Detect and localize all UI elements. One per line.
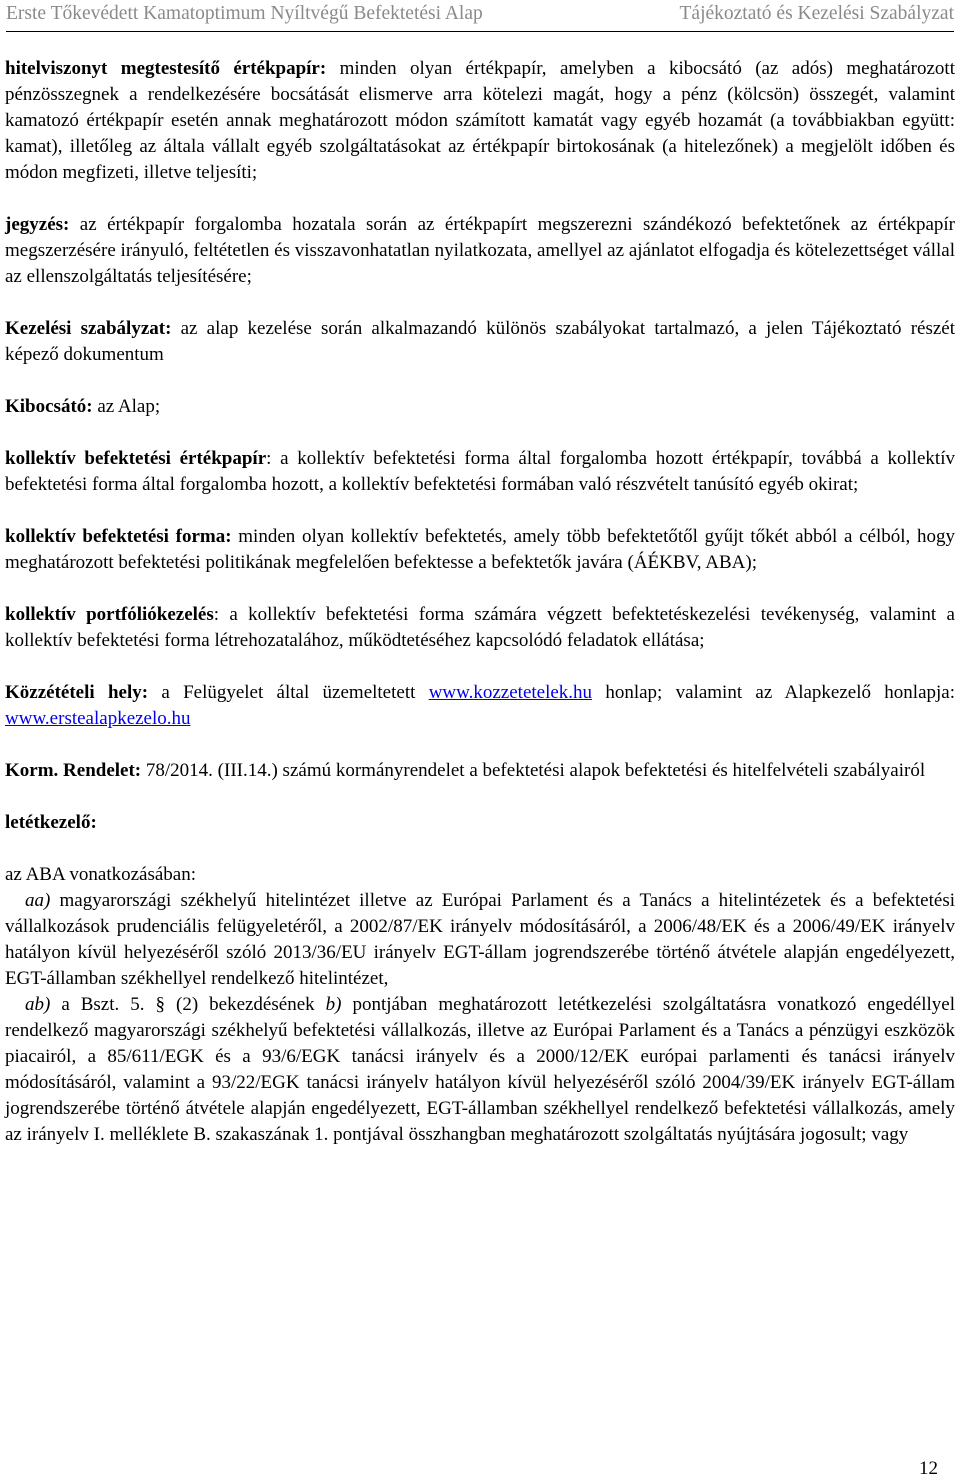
definition-term: Kibocsátó: (5, 396, 93, 417)
item-text: magyarországi székhelyű hitelintézet illetve az Európai Parlament és a Tanács a hitelintézetek és a befektetési vállalkozások prudenciális felügyeletéről, a 2002/87/EK irányelv módosításáról, a 2006/48/EK és a 2006/49/EK irányelv hatályon kívül helyezéséről szóló 2013/36/EU irányelv EGT-állam jogrendszerébe történő átvétele alapján engedélyezett, EGT-államban székhellyel rendelkező hitelintézet, (5, 890, 955, 989)
definition-text: 78/2014. (III.14.) számú kormányrendelet a befektetési alapok befektetési és hitelfelvételi szabályairól (141, 760, 926, 781)
definition-kozzeteteli-hely (5, 680, 955, 732)
letetkezelo-item-aa (5, 888, 955, 992)
definition-term: Korm. Rendelet: (5, 760, 142, 781)
definition-text: honlap; valamint az Alapkezelő honlapja: (592, 682, 956, 703)
erstealapkezelo-link[interactable]: www.erstealapkezelo.hu (5, 708, 191, 729)
definition-term: jegyzés: (5, 214, 70, 235)
letetkezelo-intro: az ABA vonatkozásában: (5, 864, 197, 885)
item-text: pontjában meghatározott letétkezelési szolgáltatásra vonatkozó engedéllyel rendelkező magyarországi székhelyű befektetési vállalkozás, illetve az Európai Parlament és a Tanács a pénzügyi eszközök piacairól, a 85/611/EGK és a 93/6/EGK tanácsi irányelv és a 2000/12/EK európai parlamenti és tanácsi irányelv módosításáról, valamint a 93/22/EGK tanácsi irányelv hatályon kívül helyezéséről szóló 2004/39/EK irányelv EGT-állam jogrendszerébe történő átvétele alapján engedélyezett, EGT-államban székhellyel rendelkező befektetési vállalkozás, amely az irányelv I. melléklete B. szakaszának 1. pontjával összhangban meghatározott szolgáltatás nyújtására jogosult; vagy (5, 994, 955, 1145)
item-label: ab) (25, 994, 51, 1015)
item-inline-label: b) (325, 994, 342, 1015)
definition-text: : a kollektív befektetési forma számára végzett befektetéskezelési tevékenység, valamint a kollektív befektetési forma létrehozatalához, működtetéséhez kapcsolódó feladatok ellátása; (5, 604, 955, 651)
definition-kibocsato (5, 394, 955, 420)
definition-hitelviszony (5, 56, 955, 186)
definition-text: az alap kezelése során alkalmazandó különös szabályokat tartalmazó, a jelen Tájékoztató részét képező dokumentum (5, 318, 955, 365)
definition-text: minden olyan kollektív befektetés, amely több befektetőtől gyűjt tőkét abból a célból, hogy meghatározott befektetési politikának megfelelően befektesse a befektetők javára (ÁÉKBV, ABA); (5, 526, 956, 573)
item-text: a Bszt. 5. § (2) bekezdésének (50, 994, 326, 1015)
definition-kollektiv-befektetesi-ertekpapir (5, 446, 955, 498)
definition-kollektiv-befektetesi-forma (5, 524, 955, 576)
header-document-title: Erste Tőkevédett Kamatoptimum Nyíltvégű Befektetési Alap (6, 3, 483, 24)
document-body (5, 56, 955, 1148)
definition-korm-rendelet (5, 758, 955, 784)
definition-text: : a kollektív befektetési forma által forgalomba hozott értékpapír, továbbá a kollektív befektetési forma által forgalomba hozott, a kollektív befektetési formában való részvételt tanúsító egyéb okirat; (5, 448, 955, 495)
definition-term: hitelviszonyt megtestesítő értékpapír: (5, 58, 327, 79)
kozzetetelek-link[interactable]: www.kozzetetelek.hu (428, 682, 593, 703)
page-header (6, 2, 954, 32)
page-number: 12 (919, 1458, 938, 1479)
definition-kezelesi-szabalyzat (5, 316, 955, 368)
definition-jegyzes (5, 212, 955, 290)
definition-term: Kezelési szabályzat: (5, 318, 172, 339)
header-section-title: Tájékoztató és Kezelési Szabályzat (679, 3, 954, 24)
item-label: aa) (25, 890, 51, 911)
definition-term: kollektív befektetési értékpapír (5, 448, 267, 469)
definition-letetkezelo-term (5, 810, 955, 836)
definition-term: kollektív befektetési forma: (5, 526, 232, 547)
definition-text: az Alap; (92, 396, 161, 417)
definition-text: az értékpapír forgalomba hozatala során az értékpapírt megszerezni szándékozó befektetőnek az értékpapír megszerzésére irányuló, feltétetlen és visszavonhatatlan nyilatkozata, amellyel az ajánlatot elfogadja és kötelezettséget vállal az ellenszolgáltatás teljesítésére; (5, 214, 955, 287)
definition-term: letétkezelő: (5, 812, 97, 833)
definition-term: kollektív portfóliókezelés (5, 604, 214, 625)
definition-kollektiv-portfoliokezeles (5, 602, 955, 654)
definition-text: a Felügyelet által üzemeltetett (148, 682, 429, 703)
letetkezelo-item-ab (5, 992, 955, 1148)
definition-text: minden olyan értékpapír, amelyben a kibocsátó (az adós) meghatározott pénzösszegnek a rendelkezésére bocsátását elismerve arra kötelezi magát, hogy a pénz (kölcsön) összegét, valamint kamatozó értékpapír esetén annak meghatározott módon számított kamatát vagy egyéb hozamát (a továbbiakban együtt: kamat), illetőleg az általa vállalt egyéb szolgáltatásokat az értékpapír birtokosának (a hitelezőnek) a megjelölt időben és módon megfizeti, illetve teljesíti; (5, 58, 955, 183)
definition-term: Közzétételi hely: (5, 682, 149, 703)
